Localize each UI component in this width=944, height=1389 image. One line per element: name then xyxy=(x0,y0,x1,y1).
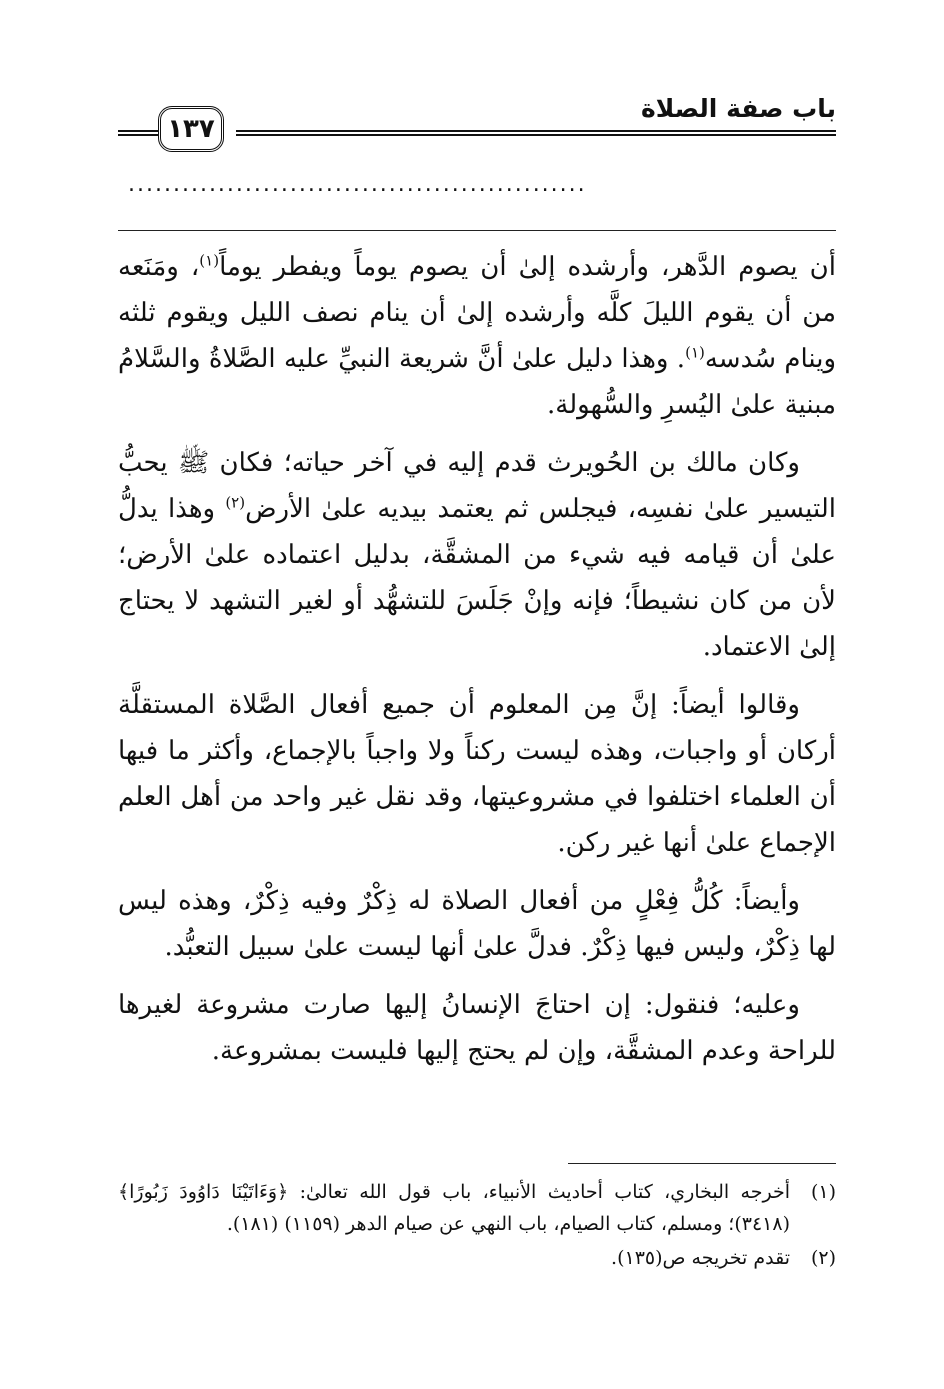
footnote xyxy=(118,1242,836,1274)
footnote-number: (١) xyxy=(810,1181,836,1203)
header-double-rule-left xyxy=(118,130,162,136)
chapter-title: باب صفة الصلاة xyxy=(641,94,836,123)
paragraph-text: وهذا يدلُّ علىٰ أن قيامه فيه شيء من المشقَّة، بدليل اعتماده علىٰ الأرض؛ لأن من كان نشيطاً؛ فإنه وإنْ جَلَسَ للتشهُّد أو لغير التشهد لا يحتاج إلىٰ الاعتماد. xyxy=(118,494,836,662)
paragraph-text: وكان مالك بن الحُويرث قدم إليه في آخر حياته؛ فكان ﷺ يحبُّ التيسير علىٰ نفسِه، فيجلس ثم يعتمد بيديه علىٰ الأرض xyxy=(118,448,836,524)
footnote-number: (٢) xyxy=(810,1247,836,1269)
paragraph: وأيضاً: كُلُّ فِعْلٍ من أفعال الصلاة له ذِكْرٌ وفيه ذِكْرٌ، وهذه ليس لها ذِكْرٌ، وليس فيها ذِكْرٌ. فدلَّ علىٰ أنها ليست علىٰ سبيل التعبُّد. xyxy=(118,886,836,962)
paragraph-text: أن يصوم الدَّهر، وأرشده إلىٰ أن يصوم يوماً ويفطر يوماً xyxy=(219,252,837,282)
footnote-ref: (١) xyxy=(199,251,220,270)
main-text xyxy=(118,244,836,1086)
footnote-divider xyxy=(568,1163,836,1164)
footnote-text: أخرجه البخاري، كتاب أحاديث الأنبياء، باب قول الله تعالىٰ: ﴿وَءَاتَيْنَا دَاوُودَ زَبُورًا﴾ (٣٤١٨)؛ ومسلم، كتاب الصيام، باب النهي عن صيام الدهر (١١٥٩) (١٨١). xyxy=(118,1181,790,1235)
paragraph xyxy=(118,440,836,670)
top-divider xyxy=(118,230,836,231)
footnote xyxy=(118,1176,836,1240)
header-double-rule-right xyxy=(236,130,836,136)
footnote-ref: (٢) xyxy=(225,493,246,512)
footnote-text: تقدم تخريجه ص(١٣٥). xyxy=(611,1247,790,1269)
footnote-ref: (١) xyxy=(685,343,705,362)
paragraph-text: . وهذا دليل علىٰ أنَّ شريعة النبيِّ عليه الصَّلاةُ والسَّلامُ مبنية علىٰ اليُسرِ والسُّهولة. xyxy=(118,344,836,420)
footnotes xyxy=(118,1176,836,1276)
paragraph xyxy=(118,244,836,428)
page-number: ١٣٧ xyxy=(158,106,224,152)
paragraph: وقالوا أيضاً: إنَّ مِن المعلوم أن جميع أفعال الصَّلاة المستقلَّة أركان أو واجبات، وهذه ليست ركناً ولا واجباً بالإجماع، وأكثر ما فيها أن العلماء اختلفوا في مشروعيتها، وقد نقل غير واحد من أهل العلم الإجماع علىٰ أنها غير ركن. xyxy=(118,690,836,858)
page-header xyxy=(118,92,836,162)
paragraph-text: ، ومَنَعه من أن يقوم الليلَ كلَّه وأرشده إلىٰ أن ينام نصف الليل ويقوم ثلثه وينام سُدسه xyxy=(118,252,836,374)
continuation-dots: ................................................... xyxy=(128,172,587,196)
paragraph: وعليه؛ فنقول: إن احتاجَ الإنسانُ إليها صارت مشروعة لغيرها للراحة وعدم المشقَّة، وإن لم يحتج إليها فليست بمشروعة. xyxy=(118,990,836,1066)
